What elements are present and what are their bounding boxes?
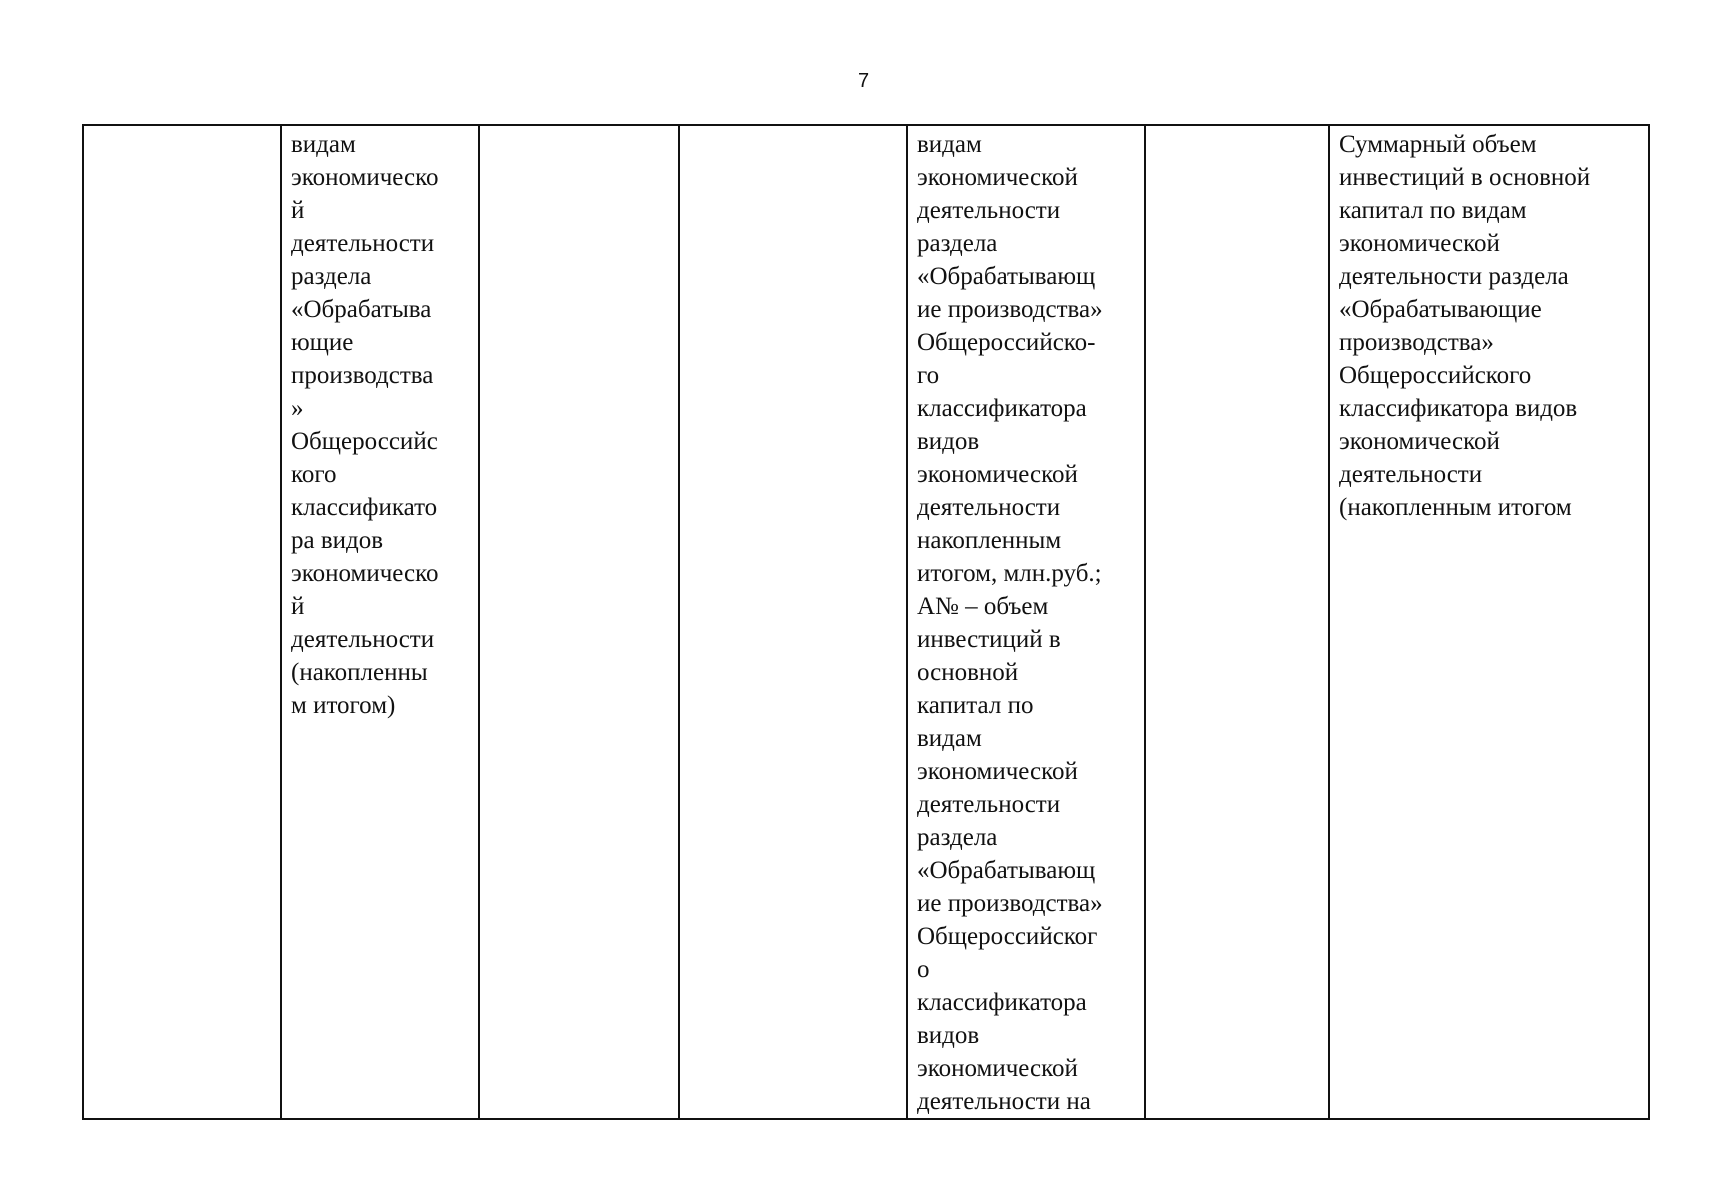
table-cell-3 <box>479 125 679 1119</box>
continuation-table <box>82 124 1650 1120</box>
indicator-description-text: Суммарный объем инвестиций в основной капитал по видам экономической деятельности раздела «Обрабатывающие производства» Общероссийского классификатора видов экономической деятельности (накопленным итогом <box>1339 131 1591 521</box>
table-row <box>83 125 1649 1119</box>
table-cell-4 <box>679 125 907 1119</box>
table-cell-5 <box>907 125 1145 1119</box>
table-cell-7 <box>1329 125 1649 1119</box>
indicator-name-text: видам экономическо й деятельности раздела «Обрабатыва ющие производства » Общероссийс кого классификато ра видов экономическо й деятельности (накопленны м итогом) <box>291 131 439 719</box>
table-cell-6 <box>1145 125 1329 1119</box>
table-cell-1 <box>83 125 281 1119</box>
page-number: 7 <box>857 70 870 92</box>
table-cell-2 <box>281 125 479 1119</box>
calculation-method-text: видам экономической деятельности раздела «Обрабатывающ ие производства» Общероссийско- го классификатора видов экономической деятельности накопленным итогом, млн.руб.; А№ – объем инвестиций в основной капитал по видам экономической деятельности раздела «Обрабатывающ ие производства» Общероссийског о классификатора видов экономической деятельности на <box>917 131 1103 1115</box>
